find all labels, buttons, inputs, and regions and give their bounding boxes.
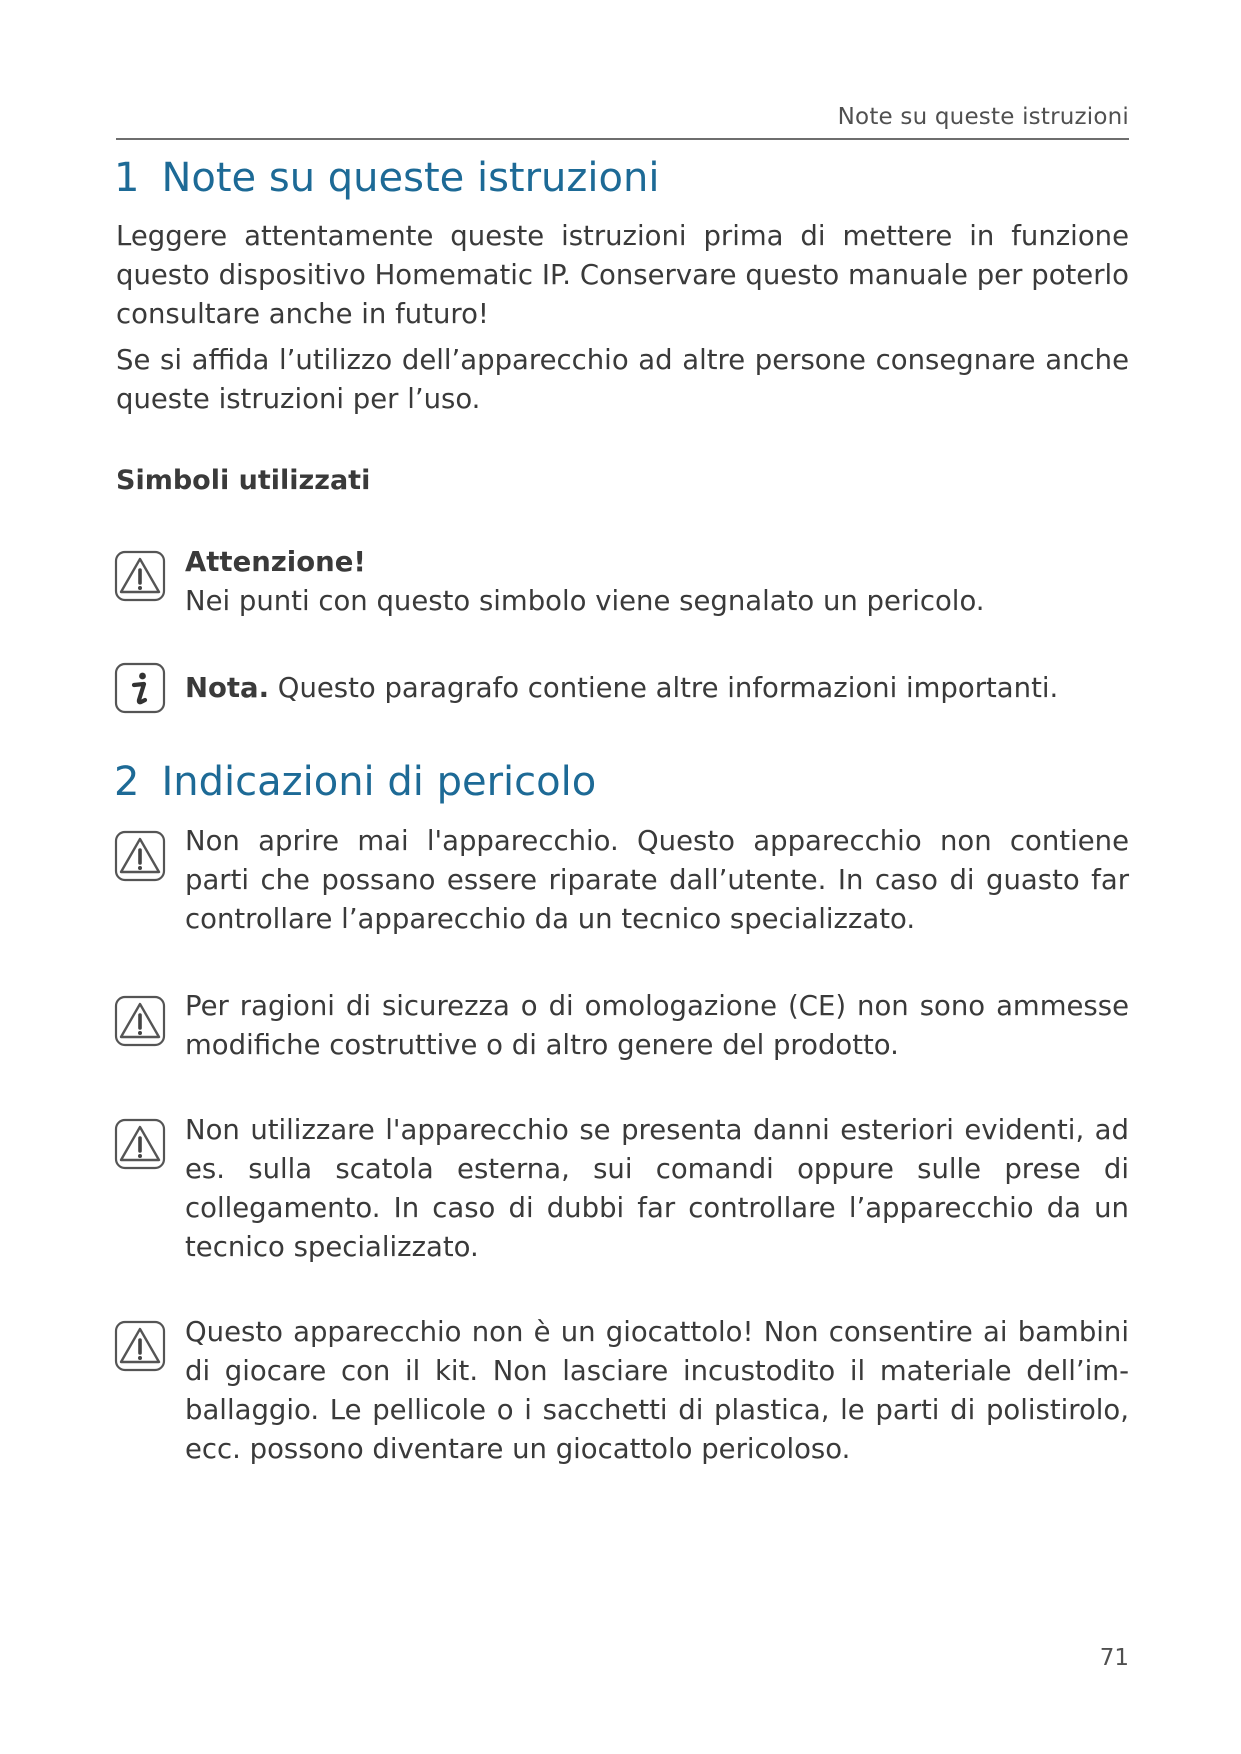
note-text: Questo paragrafo contiene altre informazioni importanti. <box>269 672 1059 704</box>
note-block <box>185 669 1129 708</box>
warning-text-1: Non aprire mai l'apparecchio. Questo apparecchio non contiene parti che possano essere riparate dall’utente. In caso di guasto far controllare l’apparecchio da un tecnico specializzato. <box>185 825 1129 935</box>
attention-text: Nei punti con questo simbolo viene segnalato un pericolo. <box>185 585 985 617</box>
attention-block <box>185 543 1129 621</box>
warning-triangle-icon <box>114 830 166 882</box>
section-1-heading <box>114 155 660 201</box>
warning-triangle-icon <box>114 550 166 602</box>
symbols-heading: Simboli utilizzati <box>116 465 371 496</box>
section-2-number: 2 <box>114 759 140 805</box>
attention-title: Attenzione! <box>185 546 366 578</box>
warning-triangle-icon <box>114 995 166 1047</box>
section-1-number: 1 <box>114 155 140 201</box>
info-icon <box>114 662 166 714</box>
warning-text-2: Per ragioni di sicurezza o di omologazione (CE) non sono ammesse modifiche costruttive o di altro genere del prodotto. <box>185 990 1129 1061</box>
note-label: Nota. <box>185 672 270 704</box>
section-1-title: Note su queste istruzioni <box>161 155 660 201</box>
section-2-title: Indicazioni di pericolo <box>161 759 597 805</box>
running-header <box>116 100 1129 140</box>
warning-text-3: Non utilizzare l'apparecchio se presenta danni esteriori evidenti, ad es. sulla scatola esterna, sui comandi oppure sulle prese di collegamento. In caso di dubbi far controllare l’apparecchio da un tecnico specializzato. <box>185 1114 1129 1263</box>
warning-triangle-icon <box>114 1118 166 1170</box>
running-header-title: Note su queste istruzioni <box>837 104 1129 130</box>
page-number: 71 <box>1099 1645 1129 1671</box>
warning-triangle-icon <box>114 1320 166 1372</box>
warning-text-4: Questo apparecchio non è un giocattolo! Non consentire ai bambini di giocare con il kit. Non lasciare incustodito il materiale dell’imballaggio. Le pellicole o i sacchetti di plastica, le parti di polistirolo, ecc. possono diventare un giocattolo pericoloso. <box>185 1316 1129 1465</box>
section-2-heading <box>114 759 597 805</box>
intro-paragraph: Leggere attentamente queste istruzioni prima di mettere in funzione questo dispositivo Homematic IP. Conservare questo manuale per poterlo consultare anche in futuro! <box>116 220 1129 330</box>
handover-paragraph: Se si affida l’utilizzo dell’apparecchio ad altre persone consegnare anche queste istruzioni per l’uso. <box>116 344 1129 415</box>
